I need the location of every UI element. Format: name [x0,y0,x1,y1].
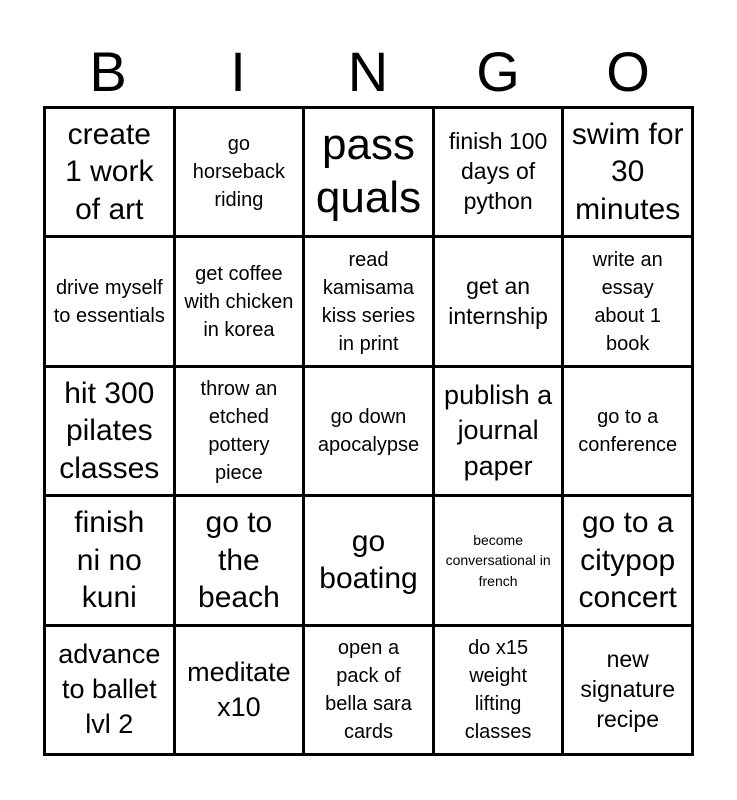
bingo-cell[interactable] [46,238,176,367]
bingo-cell[interactable] [305,238,435,367]
header-letter-n: N [347,40,389,103]
bingo-cell[interactable] [176,627,306,756]
cell-label: go to a citypop concert [578,506,677,615]
cell-label: go down apocalypse [317,405,420,456]
bingo-cell[interactable] [46,109,176,238]
cell-label: do x15 weight lifting classes [464,636,532,743]
cell-label: new signature recipe [580,645,675,732]
cell-label: get coffee with chicken in korea [184,262,294,341]
bingo-cell[interactable] [435,368,565,497]
header-letter-i: I [230,40,246,103]
bingo-cell[interactable] [564,109,694,238]
header-letter-g: G [476,40,520,103]
cell-label: become conversational in french [445,531,551,589]
bingo-cell[interactable] [176,109,306,238]
bingo-cell[interactable] [564,627,694,756]
bingo-cell[interactable] [564,368,694,497]
cell-label: go to a conference [578,405,678,456]
cell-label: go boating [319,524,418,596]
bingo-cell[interactable] [46,368,176,497]
cell-label: write an essay about 1 book [592,248,663,355]
cell-label: throw an etched pottery piece [200,377,278,484]
cell-label: get an internship [448,272,548,329]
cell-label: finish 100 days of python [448,128,548,215]
bingo-cell[interactable] [564,238,694,367]
bingo-cell[interactable] [435,627,565,756]
bingo-cell[interactable] [305,109,435,238]
bingo-cell[interactable] [176,368,306,497]
cell-label: open a pack of bella sara cards [325,636,412,743]
cell-label: read kamisama kiss series in print [321,248,416,355]
cell-label: meditate x10 [187,656,291,722]
bingo-board [43,106,694,756]
cell-label: create 1 work of art [65,117,154,226]
bingo-cell[interactable] [305,627,435,756]
bingo-cell[interactable] [176,497,306,626]
bingo-cell[interactable] [564,497,694,626]
cell-label: go to the beach [198,506,280,615]
bingo-cell[interactable] [46,497,176,626]
bingo-cell[interactable] [305,368,435,497]
bingo-cell[interactable] [305,497,435,626]
bingo-cell[interactable] [176,238,306,367]
cell-label: hit 300 pilates classes [59,376,160,485]
cell-label: finish ni no kuni [74,506,145,615]
bingo-cell[interactable] [435,238,565,367]
bingo-cell[interactable] [435,109,565,238]
cell-label: swim for 30 minutes [571,117,684,226]
cell-label: drive myself to essentials [53,276,165,327]
cell-label: pass quals [315,120,422,223]
bingo-cell[interactable] [46,627,176,756]
cell-label: publish a journal paper [444,380,553,481]
bingo-header [43,36,693,108]
cell-label: advance to ballet lvl 2 [58,639,161,740]
cell-label: go horseback riding [192,133,286,212]
header-letter-o: O [606,40,650,103]
header-letter-b: B [89,40,127,103]
bingo-cell[interactable] [435,497,565,626]
